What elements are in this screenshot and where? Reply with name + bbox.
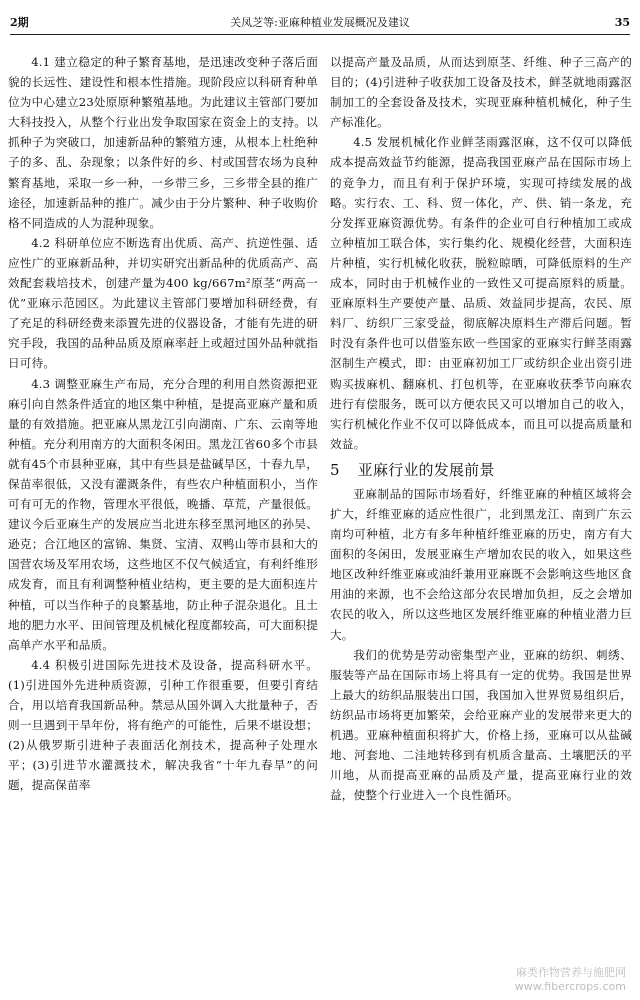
paragraph-4-1: [8, 52, 318, 233]
section-number: 4.2: [31, 235, 51, 250]
paragraph-text: 调整亚麻生产布局，充分合理的利用自然资源把亚麻引向自然条件适宜的地区集中种植，是提高亚麻产量和质量的有效措施。把亚麻从黑龙江引向湖南、广东、云南等地种植。充分利用南方的大面积冬闲田。黑龙江省60多个市县就有45个市县种亚麻，其中有些县是盐碱旱区，十春九旱，保苗率很低，又没有灌溉条件，有些农户种植面积小，当作可有可无的作物，管理水平很低，晚播、草荒，产量很低。建议今后亚麻生产的发展应当北进东移至黑河地区的孙吴、逊克；合江地区的富锦、集贤、宝清、双鸭山等市县和大的国营农场及军用农场，这些地区不仅气候适宜，有利纤维形成发育，而且有利调整种植业结构，更主要的是大面积连片种植，可以当作种子的良繁基地，防止种子混杂退化。且土地的肥力水平、田间管理及机械化程度都较高，可大面积提高单产水平和品质。: [8, 376, 318, 652]
paragraph-continued: 以提高产量及品质，从而达到原茎、纤维、种子三高产的目的；(4)引进种子收获加工设备及技术，鲜茎就地雨露沤制加工的全套设备及技术，实现亚麻种植机械化，种子生产标准化。: [330, 55, 632, 130]
paragraph-4-3: [8, 374, 318, 655]
paragraph-text: 发展机械化作业鲜茎雨露沤麻，这不仅可以降低成本提高效益节约能源，提高我国亚麻产品在国际市场上的竞争力，而且有利于保护环境，实现可持续发展的战略。实行农、工、科、贸一体化，产、供、销一条龙，充分发挥亚麻资源优势。有条件的企业可自行种植加工或成立种植加工联合体，实行集约化、规模化经营，大面积连片种植，实行机械化收获，脱粒晾晒，可降低原料的生产成本，同时由于机械作业的一致性又可提高原料的质量。亚麻原料生产要使产量、品质、效益同步提高，农民、原料厂、纺织厂三家受益，彻底解决原料生产滞后问题。暂时没有条件也可以借鉴东欧一些国家的亚麻实行鲜茎雨露沤制生产模式，即：由亚麻初加工厂或纺织企业出资引进购买拔麻机、翻麻机、打包机等，在亚麻收获季节向麻农进行有偿服务，既可以方便农民又可以增加自己的收入，实行机械化作业不仅可以降低成本，而且可以提高质量和效益。: [330, 135, 632, 451]
right-column: [330, 52, 632, 805]
paragraph-5-2: 我们的优势是劳动密集型产业，亚麻的纺织、刺绣、服装等产品在国际市场上将具有一定的优势。我国是世界上最大的纺织品服装出口国，我国加入世界贸易组织后，纺织品市场将更加繁荣，会给亚麻产业的发展带来更大的机遇。亚麻种植面积将扩大，价格上扬，亚麻可以从盐碱地、河套地、二洼地转移到有机质含量高、土壤肥沃的平川地，从而提高亚麻的品质及产量，提高亚麻行业的效益，使整个行业进入一个良性循环。: [330, 647, 632, 803]
section-number: 4.4: [31, 657, 51, 672]
paragraph-4-5: [330, 132, 632, 454]
section-number: 4.3: [31, 376, 51, 391]
section-number: 4.5: [353, 135, 373, 150]
section-heading: [330, 457, 632, 483]
page-header: [10, 14, 630, 35]
paragraph-4-4: [8, 655, 318, 796]
section-number: 4.1: [31, 55, 51, 69]
paragraph-text: 科研单位应不断选育出优质、高产、抗逆性强、适应性广的亚麻新品种，并切实研究出新品种的优质高产、高效配套栽培技术，创建产量为400 kg/667m²原茎“两高一优”亚麻示范园区。为此建议主管部门要增加科研经费，有了充足的科研经费来添置先进的仪器设备，才能有先进的研究手段，我国的品种品质及原麻率赶上或超过国外品种就指日可待。: [8, 235, 318, 371]
site-watermark: [515, 966, 626, 994]
running-title: 关凤芝等:亚麻种植业发展概况及建议: [230, 16, 410, 29]
left-column: [8, 52, 318, 795]
section-heading-number: 5: [330, 460, 340, 479]
paragraph-text: 建立稳定的种子繁育基地，是迅速改变种子落后面貌的长远性、建设性和根本性措施。现阶段应以科研育种单位为中心建立23处原原种繁殖基地。为此建议主管部门要加大科技投入，从整个行业出发争取国家在资金上的支持。以抓种子为突破口，加速新品种的繁殖方速，从根本上杜绝种子的多、乱、杂现象；以条件好的乡、村或国营农场为良种繁育基地，采取一乡一种，一乡带三乡，三乡带全县的推广途径，加速新品种的推广。减少由于分片繁种、种子收购价格不同造成的人为混种现象。: [8, 55, 318, 230]
issue-label: 2期: [10, 16, 29, 29]
watermark-line-1: 麻类作物营养与施肥网: [516, 966, 626, 979]
paragraph-5-1: 亚麻制品的国际市场看好，纤维亚麻的种植区域将会扩大，纤维亚麻的适应性很广，北到黑龙江、南到广东云南均可种植，北方有多年种植纤维亚麻的历史，南方有大面积的冬闲田，发展亚麻生产增加农民的收入，如果这些地区改种纤维亚麻或油纤兼用亚麻既不会影响这些地区食用油的来源，也不会给这部分农民增加负担，反之会增加农民的收入，所以这些地区发展纤维亚麻的种植业潜力巨大。: [330, 486, 632, 642]
watermark-line-2: www.fibercrops.com: [514, 980, 626, 993]
paragraph-4-2: [8, 233, 318, 374]
page-number: 35: [614, 16, 630, 29]
section-heading-text: 亚麻行业的发展前景: [357, 460, 495, 479]
paragraph-text: 积极引进国际先进技术及设备，提高科研水平。(1)引进国外先进种质资源，引种工作很重要，但要引育结合，用以培育我国新品种。禁忌从国外调入大批量种子，否则一旦遇到干旱年份，将有绝产的可能性，后果不堪设想；(2)从俄罗斯引进种子表面活化剂技术，提高种子处理水平；(3)引进节水灌溉技术，解决我省“十年九春旱”的问题，提高保苗率: [8, 657, 318, 793]
